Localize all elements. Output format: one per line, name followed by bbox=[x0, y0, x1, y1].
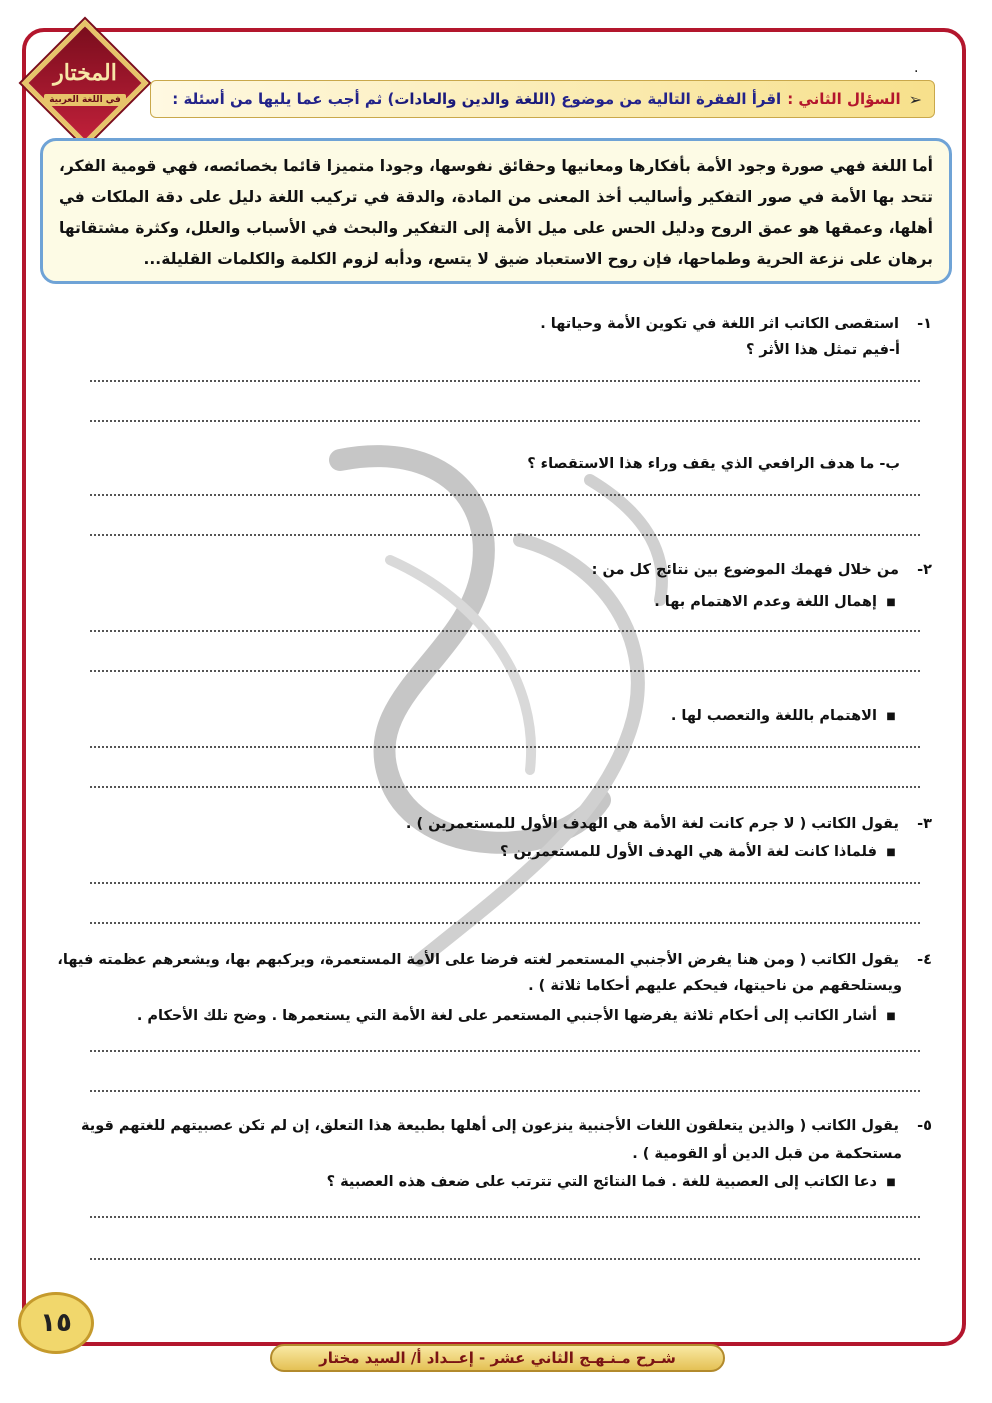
q2-item1-text: إهمال اللغة وعدم الاهتمام بها . bbox=[654, 594, 877, 610]
answer-line[interactable] bbox=[90, 1050, 920, 1052]
q4-stem-continued: ويستلحقهم من ناحيتها، فيحكم عليهم أحكاما ثلاثة ) . bbox=[528, 978, 902, 994]
square-bullet-icon: ■ bbox=[886, 846, 896, 858]
answer-line[interactable] bbox=[90, 922, 920, 924]
q4-text: يقول الكاتب ( ومن هنا يفرض الأجنبي المستعمر لغته فرضا على الأمة المستعمرة، ويركبهم بها، ويشعرهم عظمته فيها، bbox=[57, 952, 899, 968]
square-bullet-icon: ■ bbox=[886, 710, 896, 722]
q1-stem bbox=[540, 316, 932, 332]
square-bullet-icon: ■ bbox=[886, 1176, 896, 1188]
answer-line[interactable] bbox=[90, 1216, 920, 1218]
square-bullet-icon: ■ bbox=[886, 1010, 896, 1022]
topic-title: اللغة والدين والعادات bbox=[394, 90, 550, 108]
answer-line[interactable] bbox=[90, 746, 920, 748]
square-bullet-icon: ■ bbox=[886, 596, 896, 608]
q5-number: ٥- bbox=[917, 1118, 932, 1134]
q1-part-a: أ-فيم تمثل هذا الأثر ؟ bbox=[745, 342, 900, 358]
q2-item1 bbox=[654, 594, 900, 610]
q5-stem bbox=[81, 1118, 932, 1134]
footer-banner: شـرح مـنـهـج الثاني عشر - إعــداد أ/ السيد مختار bbox=[270, 1344, 725, 1372]
q1-part-b: ب- ما هدف الرافعي الذي يقف وراء هذا الاستقصاء ؟ bbox=[527, 456, 900, 472]
q5-item1 bbox=[327, 1174, 900, 1190]
q2-item2-text: الاهتمام باللغة والتعصب لها . bbox=[670, 708, 877, 724]
q2-item2 bbox=[671, 708, 900, 724]
checkmark-arrow-icon: ➢ bbox=[908, 89, 922, 109]
watermark-calligraphy-icon bbox=[300, 440, 720, 980]
answer-line[interactable] bbox=[90, 882, 920, 884]
answer-line[interactable] bbox=[90, 630, 920, 632]
answer-line[interactable] bbox=[90, 1258, 920, 1260]
q5-text: يقول الكاتب ( والذين يتعلقون اللغات الأجنبية ينزعون إلى أهلها بطبيعة هذا التعلق، إن لم تكن عصبيتهم للغتهم قوية bbox=[81, 1118, 899, 1134]
q2-number: ٢- bbox=[917, 562, 932, 578]
q3-text: يقول الكاتب ( لا جرم كانت لغة الأمة هي الهدف الأول للمستعمرين ) . bbox=[405, 816, 899, 832]
answer-line[interactable] bbox=[90, 494, 920, 496]
answer-line[interactable] bbox=[90, 786, 920, 788]
q4-item1 bbox=[137, 1008, 900, 1024]
q1-number: ١- bbox=[917, 316, 932, 332]
q4-stem bbox=[57, 952, 932, 968]
q5-item1-text: دعا الكاتب إلى العصبية للغة . فما النتائج التي تترتب على ضعف هذه العصبية ؟ bbox=[326, 1174, 877, 1190]
q1-text: استقصى الكاتب اثر اللغة في تكوين الأمة وحياتها . bbox=[540, 316, 899, 332]
instruction-start: اقرأ الفقرة التالية من موضوع ( bbox=[549, 90, 782, 108]
q3-item1 bbox=[500, 844, 900, 860]
q3-number: ٣- bbox=[917, 816, 932, 832]
logo-title: المختار bbox=[53, 60, 117, 86]
q3-item1-text: فلماذا كانت لغة الأمة هي الهدف الأول للمستعمرين ؟ bbox=[500, 844, 877, 860]
q4-number: ٤- bbox=[917, 952, 932, 968]
answer-line[interactable] bbox=[90, 670, 920, 672]
q5-stem-continued: مستحكمة من قبل الدين أو القومية ) . bbox=[632, 1146, 902, 1162]
answer-line[interactable] bbox=[90, 380, 920, 382]
q2-stem bbox=[592, 562, 932, 578]
logo-subtitle: في اللغة العربية bbox=[44, 94, 126, 106]
q4-item1-text: أشار الكاتب إلى أحكام ثلاثة يفرضها الأجنبي المستعمر على لغة الأمة التي يستعمرها . وضح تلك الأحكام . bbox=[136, 1008, 877, 1024]
answer-line[interactable] bbox=[90, 1090, 920, 1092]
q2-text: من خلال فهمك الموضوع بين نتائج كل من : bbox=[591, 562, 899, 578]
instruction-end: ) ثم أجب عما يليها من أسئلة : bbox=[172, 90, 395, 108]
page-number: ١٥ bbox=[18, 1292, 94, 1354]
question-label: السؤال الثاني : bbox=[787, 90, 901, 108]
decorative-dot: . bbox=[914, 60, 919, 76]
question-header bbox=[150, 80, 935, 118]
reading-passage: أما اللغة فهي صورة وجود الأمة بأفكارها ومعانيها وحقائق نفوسها، وجودا متميزا قائما بخصائصه، فهي قومية الفكر، تتحد بها الأمة في صور التفكير وأساليب أخذ المعنى من المادة، والدقة في تركيب اللغة دليل على دقة الملكات في أهلها، وعمقها هو عمق الروح ودليل الحس على ميل الأمة إلى التفكير والبحث في الأسباب والعلل، وكثرة مشتقاتها برهان على نزعة الحرية وطماحها، فإن روح الاستعباد ضيق لا يتسع، ودأبه لزوم الكلمة والكلمات القليلة... bbox=[40, 138, 952, 284]
answer-line[interactable] bbox=[90, 534, 920, 536]
answer-line[interactable] bbox=[90, 420, 920, 422]
logo bbox=[20, 18, 152, 150]
q3-stem bbox=[406, 816, 932, 832]
